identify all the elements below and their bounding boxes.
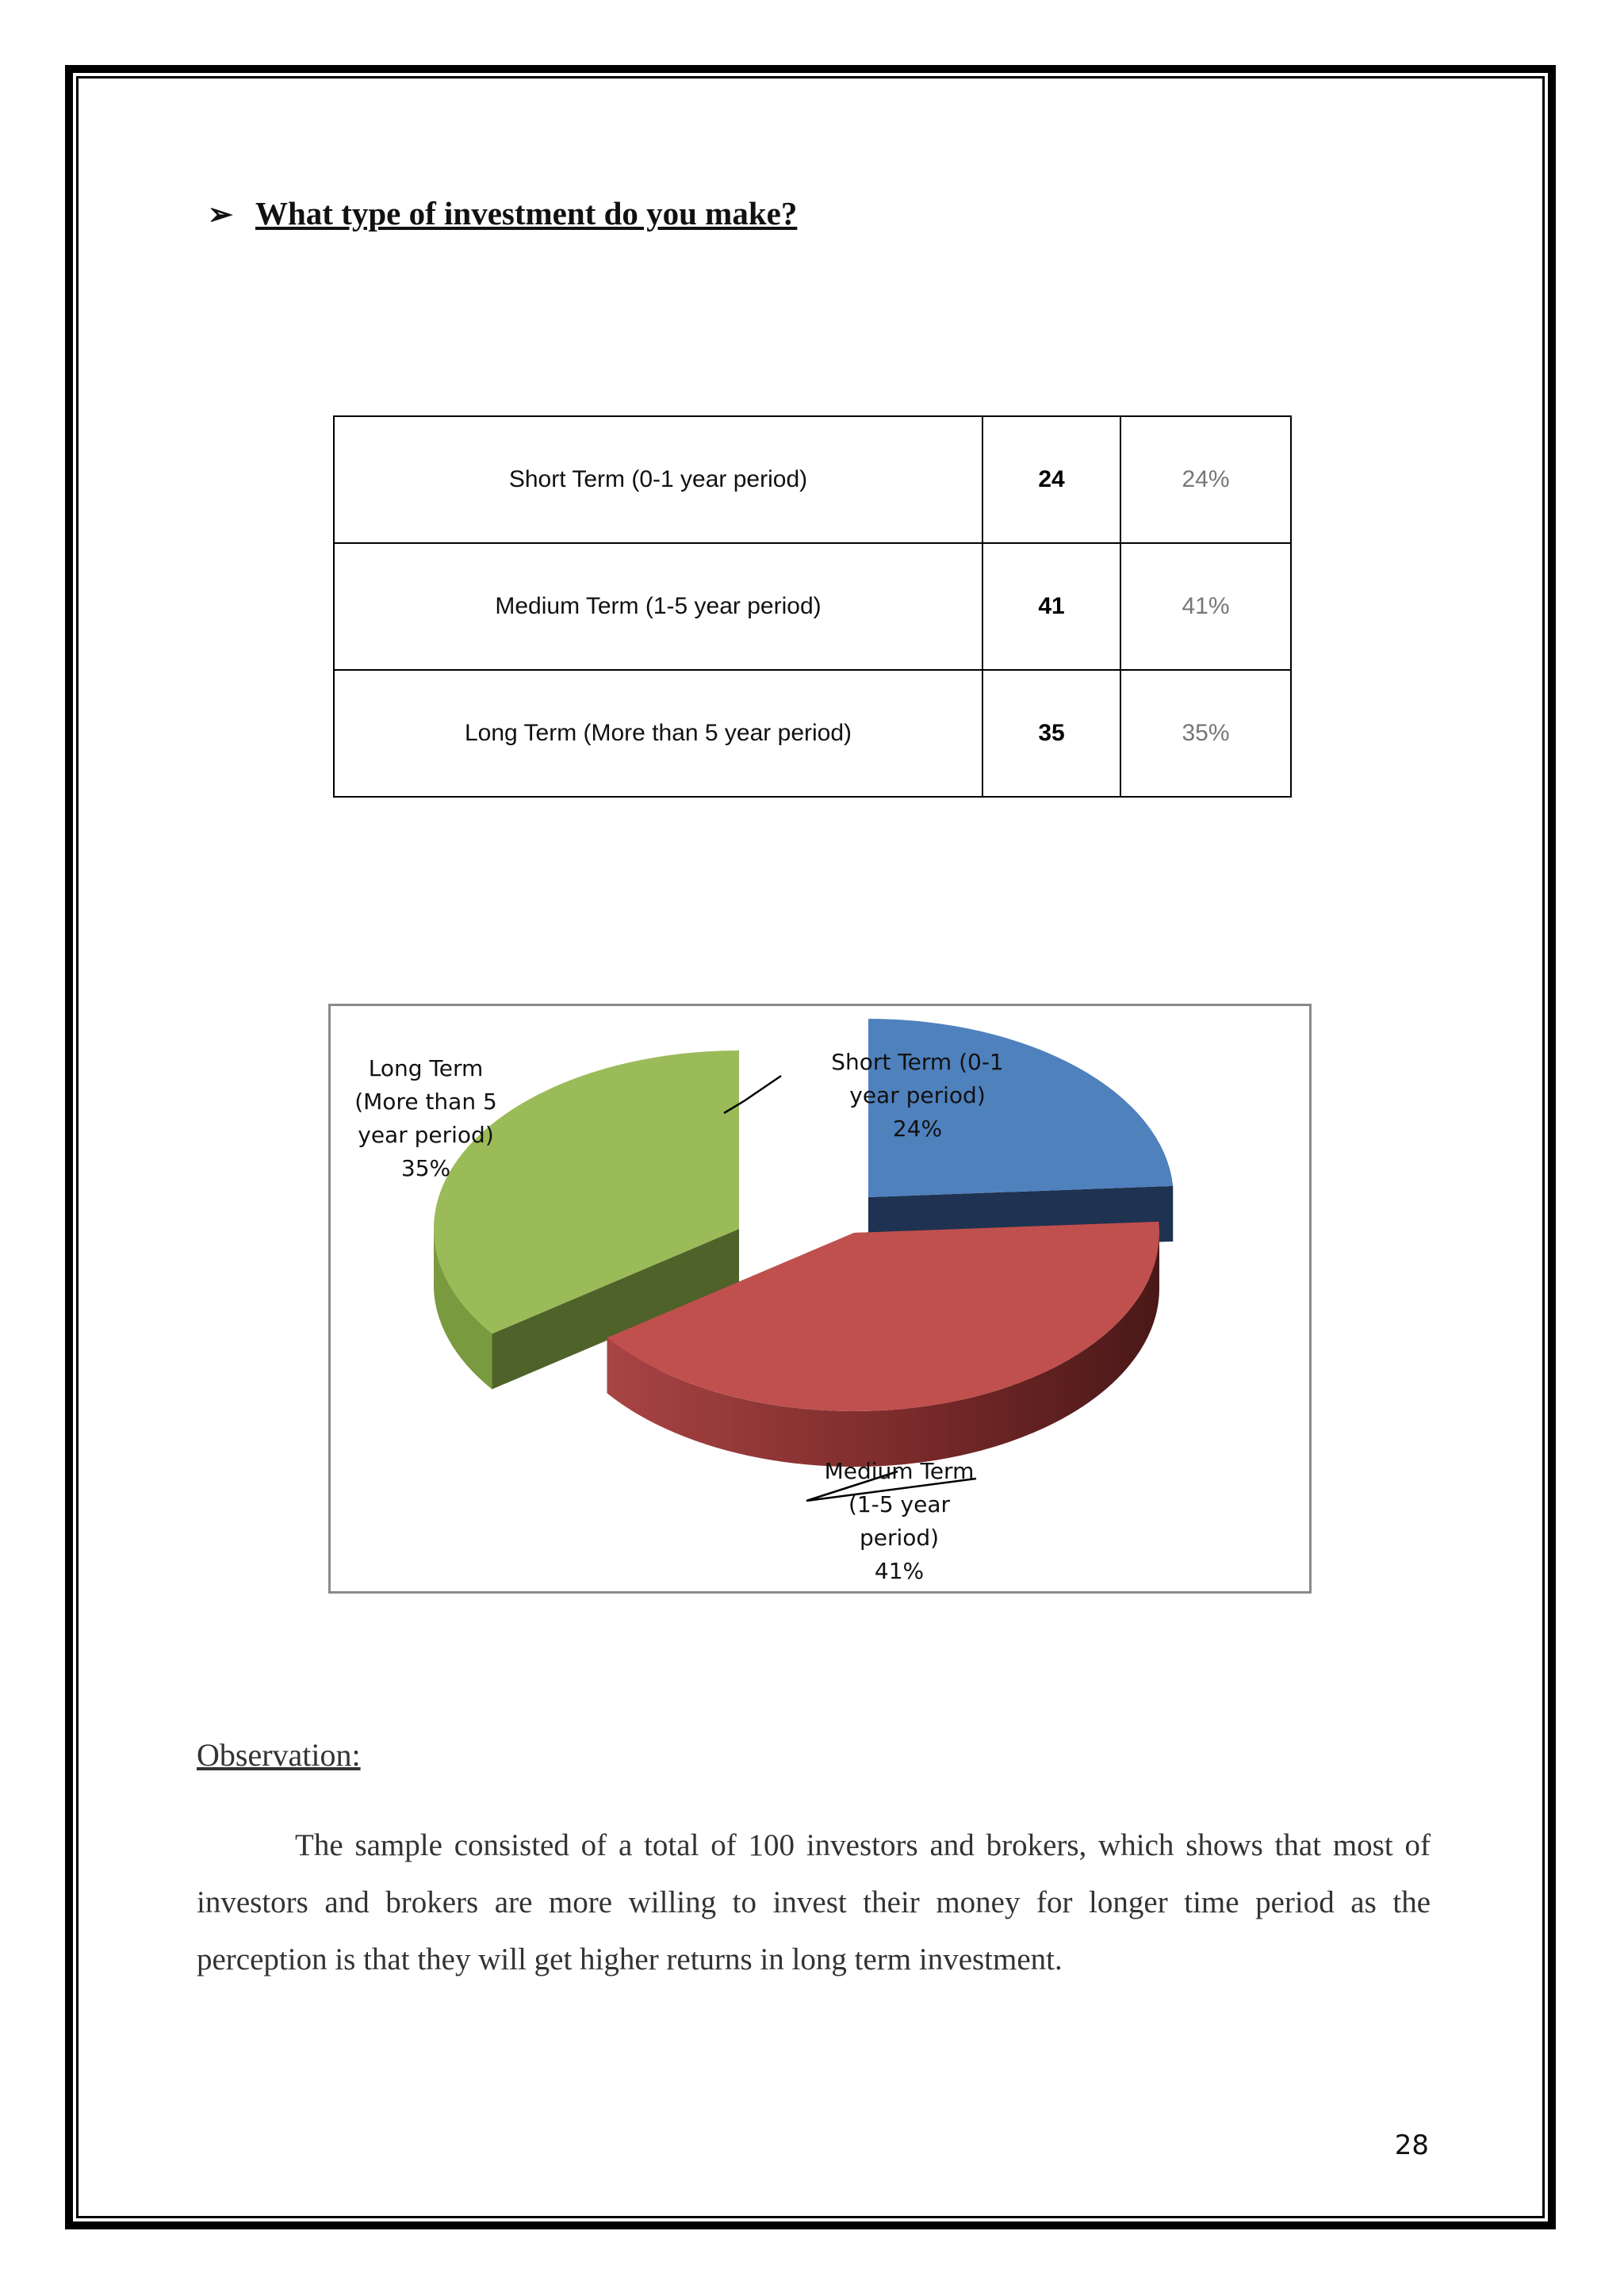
row-label: Short Term (0-1 year period) — [334, 416, 982, 543]
pie-data-label-line: (More than 5 — [354, 1089, 497, 1115]
row-percent: 41% — [1120, 543, 1291, 670]
pie-data-label-line: 41% — [874, 1558, 925, 1584]
page-number: 28 — [1394, 2130, 1429, 2161]
arrow-bullet-icon: ➢ — [208, 198, 233, 232]
pie-data-label-line: 35% — [400, 1155, 451, 1181]
observation-heading: Observation: — [197, 1737, 361, 1773]
pie-data-label-line: 24% — [892, 1115, 943, 1142]
pie-data-label-line: (1-5 year — [848, 1491, 951, 1517]
pie-data-label-line: Medium Term — [824, 1458, 975, 1484]
question-heading — [208, 194, 797, 232]
row-label: Medium Term (1-5 year period) — [334, 543, 982, 670]
table-row — [334, 670, 1291, 797]
pie-data-label — [825, 1458, 975, 1584]
pie-data-label-line: period) — [859, 1525, 940, 1551]
row-count: 35 — [982, 670, 1120, 797]
pie-data-label-line: Short Term (0-1 — [831, 1049, 1004, 1075]
pie-data-label-line: year period) — [849, 1082, 986, 1108]
row-percent: 24% — [1120, 416, 1291, 543]
pie-data-label-line: Long Term — [368, 1055, 484, 1081]
table-row — [334, 543, 1291, 670]
pie-chart — [331, 1006, 1309, 1591]
table-row — [334, 416, 1291, 543]
pie-chart-frame — [328, 1004, 1312, 1594]
row-label: Long Term (More than 5 year period) — [334, 670, 982, 797]
pie-data-label-line: year period) — [358, 1122, 494, 1148]
question-text: What type of investment do you make? — [255, 195, 798, 232]
observation-paragraph: The sample consisted of a total of 100 investors and brokers, which shows that most of investors and brokers are more willing to invest their money for longer time period as the perception is that they will get higher returns in long term investment. — [197, 1828, 1431, 1976]
row-count: 41 — [982, 543, 1120, 670]
row-percent: 35% — [1120, 670, 1291, 797]
row-count: 24 — [982, 416, 1120, 543]
response-table — [333, 415, 1292, 798]
